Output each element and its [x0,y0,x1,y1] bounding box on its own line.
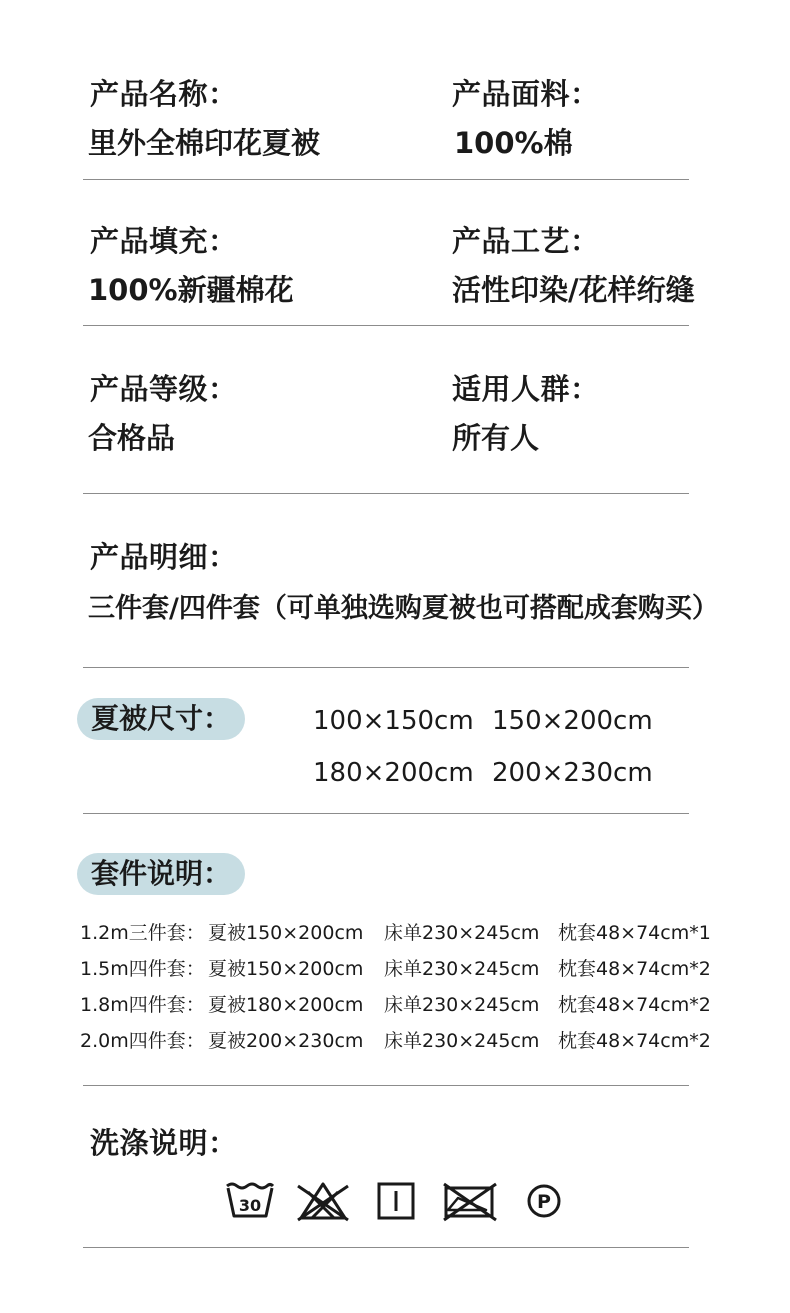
wash-30-icon [224,1180,276,1222]
set-quilt: 夏被150×200cm [208,922,364,944]
no-bleach-icon [296,1180,350,1222]
set-sheet: 床单230×245cm [384,922,540,944]
quilt-size: 150×200cm [492,706,653,736]
dry-clean-letter: P [537,1191,551,1213]
spec-value-fabric: 100%棉 [454,126,573,160]
no-iron-icon [442,1180,498,1222]
divider [83,1247,689,1248]
divider [83,667,689,668]
set-pillow: 枕套48×74cm*2 [558,1030,711,1052]
divider [83,1085,689,1086]
quilt-size: 180×200cm [313,758,474,788]
set-sheet: 床单230×245cm [384,958,540,980]
quilt-size: 200×230cm [492,758,653,788]
spec-label-name: 产品名称： [90,77,238,111]
spec-value-craft: 活性印染/花样绗缝 [452,273,695,307]
divider [83,325,689,326]
set-quilt: 夏被150×200cm [208,958,364,980]
spec-value-grade: 合格品 [88,421,176,455]
set-pillow: 枕套48×74cm*2 [558,958,711,980]
quilt-size-label: 夏被尺寸： [77,698,245,740]
set-quilt: 夏被200×230cm [208,1030,364,1052]
spec-value-audience: 所有人 [452,421,540,455]
divider [83,179,689,180]
quilt-size: 100×150cm [313,706,474,736]
set-name: 2.0m四件套： [80,1030,205,1052]
set-pillow: 枕套48×74cm*2 [558,994,711,1016]
set-name: 1.5m四件套： [80,958,205,980]
divider [83,813,689,814]
set-description-label: 套件说明： [77,853,245,895]
tumble-dry-icon [376,1180,416,1222]
dry-clean-p-icon [526,1180,562,1222]
spec-label-filling: 产品填充： [90,224,238,258]
set-name: 1.2m三件套： [80,922,205,944]
spec-label-audience: 适用人群： [452,372,600,406]
detail-label: 产品明细： [90,540,238,574]
spec-value-name: 里外全棉印花夏被 [88,126,321,160]
care-label: 洗涤说明： [90,1126,238,1160]
divider [83,493,689,494]
set-name: 1.8m四件套： [80,994,205,1016]
set-quilt: 夏被180×200cm [208,994,364,1016]
set-sheet: 床单230×245cm [384,1030,540,1052]
set-pillow: 枕套48×74cm*1 [558,922,711,944]
detail-value: 三件套/四件套（可单独选购夏被也可搭配成套购买） [88,593,719,624]
wash-temp: 30 [238,1196,262,1215]
spec-value-filling: 100%新疆棉花 [88,273,294,307]
spec-label-grade: 产品等级： [90,372,238,406]
set-sheet: 床单230×245cm [384,994,540,1016]
spec-label-craft: 产品工艺： [452,224,600,258]
spec-label-fabric: 产品面料： [452,77,600,111]
